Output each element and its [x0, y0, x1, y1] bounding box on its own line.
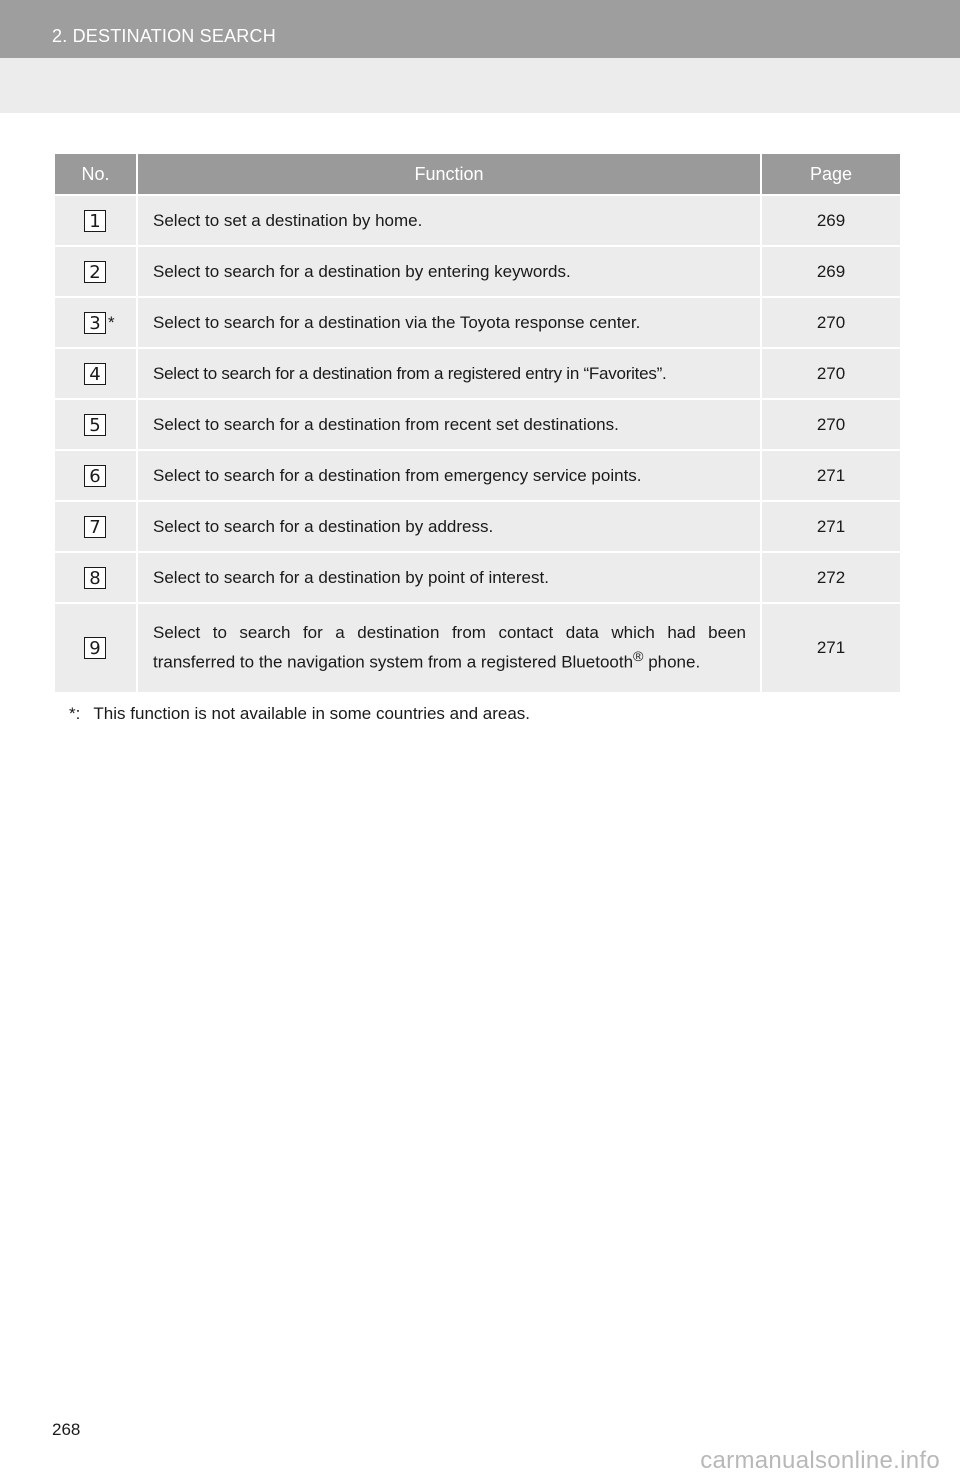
table-row	[55, 297, 900, 348]
watermark: carmanualsonline.info	[700, 1447, 940, 1474]
table-row	[55, 246, 900, 297]
page-cell: 269	[761, 195, 900, 246]
page-cell: 271	[761, 501, 900, 552]
number-box: 8	[84, 567, 106, 589]
function-cell: Select to search for a destination by point of interest.	[137, 552, 761, 603]
row-number-cell	[55, 552, 137, 603]
function-cell: Select to search for a destination from emergency service points.	[137, 450, 761, 501]
row-number-cell	[55, 501, 137, 552]
number-box: 7	[84, 516, 106, 538]
row-number-cell	[55, 297, 137, 348]
registered-mark: ®	[633, 649, 644, 666]
row-number-cell	[55, 399, 137, 450]
function-cell: Select to set a destination by home.	[137, 195, 761, 246]
section-title: 2. DESTINATION SEARCH	[52, 26, 276, 46]
column-header-page: Page	[761, 154, 900, 195]
number-box: 3	[84, 312, 106, 334]
function-cell: Select to search for a destination by address.	[137, 501, 761, 552]
section-header-band	[0, 58, 960, 113]
table-row	[55, 348, 900, 399]
page-cell: 272	[761, 552, 900, 603]
row-number-cell	[55, 603, 137, 692]
table-row	[55, 603, 900, 692]
number-box: 4	[84, 363, 106, 385]
row-number-cell	[55, 195, 137, 246]
function-text-end: phone.	[643, 652, 701, 672]
page-cell: 270	[761, 348, 900, 399]
page-cell: 271	[761, 450, 900, 501]
table-header-row	[55, 154, 900, 195]
column-header-no: No.	[55, 154, 137, 195]
function-cell: Select to search for a destination from recent set destinations.	[137, 399, 761, 450]
function-cell: Select to search for a destination from a registered entry in “Favorites”.	[137, 348, 761, 399]
page-cell: 271	[761, 603, 900, 692]
table-row	[55, 399, 900, 450]
number-box: 2	[84, 261, 106, 283]
row-number-cell	[55, 348, 137, 399]
page-cell: 270	[761, 297, 900, 348]
row-number-cell	[55, 246, 137, 297]
table-row	[55, 450, 900, 501]
row-number-cell	[55, 450, 137, 501]
footnote	[69, 704, 530, 724]
column-header-function: Function	[137, 154, 761, 195]
function-cell	[137, 603, 761, 692]
number-box: 1	[84, 210, 106, 232]
function-table	[55, 154, 900, 692]
table-row	[55, 501, 900, 552]
asterisk-mark: *	[108, 312, 115, 332]
function-text: Select to search for a destination from contact data which had been transferred to the navigation system from a registered Bluetooth	[153, 623, 746, 672]
footnote-mark: *:	[69, 704, 81, 723]
table-row	[55, 195, 900, 246]
function-cell: Select to search for a destination by entering keywords.	[137, 246, 761, 297]
footnote-text: This function is not available in some countries and areas.	[93, 704, 530, 723]
function-cell: Select to search for a destination via the Toyota response center.	[137, 297, 761, 348]
number-box: 6	[84, 465, 106, 487]
number-box: 9	[84, 637, 106, 659]
table-row	[55, 552, 900, 603]
number-box: 5	[84, 414, 106, 436]
page-number: 268	[52, 1420, 81, 1439]
page-cell: 270	[761, 399, 900, 450]
page-cell: 269	[761, 246, 900, 297]
